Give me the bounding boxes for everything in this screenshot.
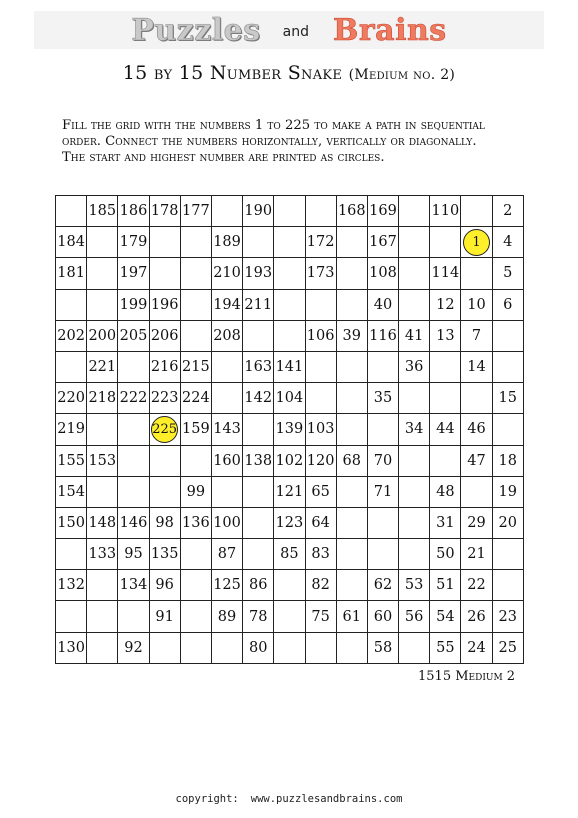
grid-cell[interactable]: 50 (430, 539, 461, 570)
grid-cell[interactable] (274, 320, 305, 351)
grid-cell[interactable] (243, 539, 274, 570)
grid-cell[interactable] (274, 258, 305, 289)
grid-cell[interactable]: 22 (461, 570, 492, 601)
grid-cell[interactable]: 13 (430, 320, 461, 351)
grid-cell[interactable]: 123 (274, 507, 305, 538)
grid-cell[interactable] (180, 632, 211, 663)
grid-cell[interactable] (430, 383, 461, 414)
grid-cell[interactable]: 61 (336, 601, 367, 632)
grid-cell[interactable]: 102 (274, 445, 305, 476)
grid-cell[interactable]: 224 (180, 383, 211, 414)
grid-cell[interactable]: 184 (56, 227, 87, 258)
grid-cell[interactable]: 5 (492, 258, 523, 289)
grid-cell[interactable]: 62 (367, 570, 398, 601)
grid-cell[interactable] (492, 351, 523, 382)
grid-cell[interactable] (399, 632, 430, 663)
grid-cell[interactable]: 100 (211, 507, 242, 538)
grid-cell[interactable] (461, 227, 492, 258)
logo-puzzles-text: Puzzles (131, 12, 261, 48)
grid-cell[interactable]: 23 (492, 601, 523, 632)
grid-cell[interactable]: 222 (118, 383, 149, 414)
grid-cell[interactable]: 7 (461, 320, 492, 351)
grid-cell[interactable]: 19 (492, 476, 523, 507)
grid-cell[interactable]: 185 (87, 196, 118, 227)
grid-cell[interactable] (274, 196, 305, 227)
grid-cell[interactable]: 68 (336, 445, 367, 476)
grid-cell[interactable] (336, 351, 367, 382)
grid-cell[interactable]: 58 (367, 632, 398, 663)
grid-cell[interactable] (399, 383, 430, 414)
grid-cell[interactable] (430, 227, 461, 258)
grid-cell[interactable]: 44 (430, 414, 461, 445)
grid-cell[interactable] (87, 258, 118, 289)
grid-cell[interactable]: 92 (118, 632, 149, 663)
grid-cell[interactable]: 153 (87, 445, 118, 476)
grid-cell[interactable]: 55 (430, 632, 461, 663)
grid-cell[interactable] (149, 476, 180, 507)
grid-cell[interactable] (367, 351, 398, 382)
grid-cell[interactable] (492, 539, 523, 570)
grid-cell[interactable]: 85 (274, 539, 305, 570)
grid-cell[interactable]: 10 (461, 289, 492, 320)
circled-number: 1 (463, 229, 490, 256)
grid-cell[interactable] (180, 539, 211, 570)
grid-cell[interactable] (274, 570, 305, 601)
instruction-line: Fill the grid with the numbers 1 to 225 to make a path in sequential (62, 118, 485, 133)
grid-cell[interactable]: 172 (305, 227, 336, 258)
grid-cell[interactable] (211, 383, 242, 414)
grid-cell[interactable] (243, 320, 274, 351)
grid-cell[interactable]: 208 (211, 320, 242, 351)
grid-cell[interactable]: 143 (211, 414, 242, 445)
circled-number: 225 (151, 416, 178, 443)
grid-cell[interactable] (492, 570, 523, 601)
grid-cell[interactable]: 54 (430, 601, 461, 632)
grid-cell[interactable]: 200 (87, 320, 118, 351)
grid-cell[interactable] (336, 507, 367, 538)
grid-cell[interactable]: 104 (274, 383, 305, 414)
grid-cell[interactable] (149, 258, 180, 289)
grid-cell[interactable]: 223 (149, 383, 180, 414)
grid-cell[interactable] (56, 351, 87, 382)
grid-cell[interactable] (149, 414, 180, 445)
grid-cell[interactable] (149, 227, 180, 258)
grid-cell[interactable] (492, 320, 523, 351)
grid-cell[interactable] (243, 227, 274, 258)
grid-cell[interactable]: 133 (87, 539, 118, 570)
grid-cell[interactable]: 60 (367, 601, 398, 632)
grid-cell[interactable] (399, 227, 430, 258)
grid-cell[interactable]: 21 (461, 539, 492, 570)
grid-cell[interactable]: 18 (492, 445, 523, 476)
grid-cell[interactable] (336, 570, 367, 601)
grid-cell[interactable] (180, 227, 211, 258)
grid-cell[interactable]: 20 (492, 507, 523, 538)
grid-cell[interactable]: 48 (430, 476, 461, 507)
grid-cell[interactable]: 135 (149, 539, 180, 570)
grid-row (56, 601, 524, 632)
grid-cell[interactable]: 87 (211, 539, 242, 570)
grid-cell[interactable]: 160 (211, 445, 242, 476)
grid-cell[interactable] (56, 196, 87, 227)
grid-row (56, 258, 524, 289)
grid-cell[interactable] (118, 445, 149, 476)
grid-cell[interactable]: 178 (149, 196, 180, 227)
grid-cell[interactable]: 211 (243, 289, 274, 320)
grid-cell[interactable]: 186 (118, 196, 149, 227)
grid-cell[interactable] (180, 570, 211, 601)
grid-cell[interactable]: 51 (430, 570, 461, 601)
grid-cell[interactable] (118, 351, 149, 382)
grid-cell[interactable]: 163 (243, 351, 274, 382)
logo-and-text: and (282, 24, 309, 40)
grid-cell[interactable]: 82 (305, 570, 336, 601)
grid-row (56, 445, 524, 476)
grid-cell[interactable] (180, 601, 211, 632)
website-link[interactable]: www.puzzlesandbrains.com (250, 793, 403, 805)
grid-cell[interactable]: 83 (305, 539, 336, 570)
grid-cell[interactable] (243, 476, 274, 507)
grid-row (56, 383, 524, 414)
grid-cell[interactable]: 136 (180, 507, 211, 538)
grid-cell[interactable]: 108 (367, 258, 398, 289)
grid-cell[interactable] (87, 414, 118, 445)
grid-cell[interactable]: 221 (87, 351, 118, 382)
grid-cell[interactable] (430, 445, 461, 476)
grid-cell[interactable] (367, 414, 398, 445)
copyright-footer (0, 793, 578, 805)
grid-cell[interactable]: 190 (243, 196, 274, 227)
grid-cell[interactable]: 202 (56, 320, 87, 351)
grid-cell[interactable] (87, 570, 118, 601)
grid-cell[interactable] (180, 320, 211, 351)
grid-cell[interactable] (336, 539, 367, 570)
grid-cell[interactable]: 70 (367, 445, 398, 476)
grid-cell[interactable]: 219 (56, 414, 87, 445)
grid-cell[interactable] (243, 507, 274, 538)
grid-cell[interactable] (492, 414, 523, 445)
grid-cell[interactable]: 114 (430, 258, 461, 289)
grid-cell[interactable]: 47 (461, 445, 492, 476)
grid-cell[interactable]: 150 (56, 507, 87, 538)
grid-cell[interactable]: 75 (305, 601, 336, 632)
grid-cell[interactable] (399, 539, 430, 570)
grid-cell[interactable]: 103 (305, 414, 336, 445)
grid-cell[interactable]: 53 (399, 570, 430, 601)
grid-cell[interactable]: 159 (180, 414, 211, 445)
grid-cell[interactable] (211, 196, 242, 227)
grid-cell[interactable] (399, 196, 430, 227)
grid-cell[interactable] (399, 445, 430, 476)
grid-cell[interactable] (180, 445, 211, 476)
grid-cell[interactable]: 91 (149, 601, 180, 632)
grid-cell[interactable]: 6 (492, 289, 523, 320)
grid-cell[interactable] (87, 227, 118, 258)
grid-cell[interactable]: 31 (430, 507, 461, 538)
grid-cell[interactable]: 34 (399, 414, 430, 445)
grid-cell[interactable]: 4 (492, 227, 523, 258)
copyright-label: copyright: (175, 793, 239, 805)
grid-row (56, 632, 524, 663)
grid-cell[interactable]: 173 (305, 258, 336, 289)
grid-cell[interactable] (305, 196, 336, 227)
grid-cell[interactable] (305, 289, 336, 320)
grid-cell[interactable]: 99 (180, 476, 211, 507)
grid-cell[interactable]: 15 (492, 383, 523, 414)
grid-cell[interactable]: 132 (56, 570, 87, 601)
grid-cell[interactable]: 216 (149, 351, 180, 382)
grid-cell[interactable]: 193 (243, 258, 274, 289)
grid-cell[interactable]: 148 (87, 507, 118, 538)
grid-cell[interactable] (180, 289, 211, 320)
grid-cell[interactable] (336, 258, 367, 289)
grid-row (56, 414, 524, 445)
puzzle-grid (55, 195, 524, 664)
grid-cell[interactable] (461, 196, 492, 227)
grid-cell[interactable] (211, 351, 242, 382)
grid-cell[interactable]: 134 (118, 570, 149, 601)
grid-cell[interactable] (336, 414, 367, 445)
grid-cell[interactable] (461, 383, 492, 414)
puzzle-code: 1515 Medium 2 (418, 669, 516, 684)
grid-cell[interactable] (56, 539, 87, 570)
grid-cell[interactable]: 96 (149, 570, 180, 601)
grid-cell[interactable] (399, 507, 430, 538)
grid-cell[interactable] (211, 632, 242, 663)
grid-cell[interactable]: 194 (211, 289, 242, 320)
grid-cell[interactable]: 24 (461, 632, 492, 663)
grid-cell[interactable]: 12 (430, 289, 461, 320)
grid-cell[interactable]: 39 (336, 320, 367, 351)
grid-cell[interactable]: 35 (367, 383, 398, 414)
grid-row (56, 196, 524, 227)
grid-cell[interactable]: 110 (430, 196, 461, 227)
grid-cell[interactable] (336, 383, 367, 414)
grid-cell[interactable]: 71 (367, 476, 398, 507)
grid-cell[interactable] (274, 632, 305, 663)
grid-cell[interactable]: 215 (180, 351, 211, 382)
grid-cell[interactable] (274, 289, 305, 320)
grid-cell[interactable] (367, 507, 398, 538)
grid-cell[interactable]: 179 (118, 227, 149, 258)
grid-cell[interactable] (336, 227, 367, 258)
grid-cell[interactable]: 121 (274, 476, 305, 507)
grid-cell[interactable]: 2 (492, 196, 523, 227)
grid-cell[interactable]: 64 (305, 507, 336, 538)
page-title (0, 62, 578, 84)
grid-cell[interactable]: 98 (149, 507, 180, 538)
grid-cell[interactable]: 125 (211, 570, 242, 601)
grid-cell[interactable] (118, 601, 149, 632)
grid-cell[interactable]: 189 (211, 227, 242, 258)
grid-cell[interactable]: 169 (367, 196, 398, 227)
grid-row (56, 507, 524, 538)
grid-cell[interactable]: 197 (118, 258, 149, 289)
grid-cell[interactable] (336, 289, 367, 320)
grid-cell[interactable]: 78 (243, 601, 274, 632)
grid-cell[interactable] (461, 476, 492, 507)
grid-cell[interactable] (399, 258, 430, 289)
grid-cell[interactable]: 120 (305, 445, 336, 476)
grid-cell[interactable] (336, 632, 367, 663)
grid-cell[interactable] (118, 414, 149, 445)
grid-row (56, 320, 524, 351)
grid-cell[interactable]: 142 (243, 383, 274, 414)
grid-cell[interactable]: 36 (399, 351, 430, 382)
title-main: 15 by 15 Number Snake (122, 62, 343, 84)
grid-cell[interactable] (274, 227, 305, 258)
grid-cell[interactable]: 196 (149, 289, 180, 320)
grid-cell[interactable]: 26 (461, 601, 492, 632)
grid-cell[interactable]: 199 (118, 289, 149, 320)
grid-cell[interactable] (399, 476, 430, 507)
grid-cell[interactable] (87, 289, 118, 320)
grid-cell[interactable] (461, 258, 492, 289)
grid-cell[interactable] (149, 445, 180, 476)
grid-cell[interactable]: 155 (56, 445, 87, 476)
site-logo-banner (34, 11, 544, 49)
grid-cell[interactable]: 130 (56, 632, 87, 663)
grid-cell[interactable]: 210 (211, 258, 242, 289)
grid-cell[interactable] (305, 632, 336, 663)
grid-cell[interactable]: 56 (399, 601, 430, 632)
grid-cell[interactable]: 116 (367, 320, 398, 351)
grid-cell[interactable]: 154 (56, 476, 87, 507)
grid-cell[interactable]: 41 (399, 320, 430, 351)
grid-cell[interactable] (305, 351, 336, 382)
grid-cell[interactable]: 138 (243, 445, 274, 476)
grid-cell[interactable]: 177 (180, 196, 211, 227)
grid-row (56, 351, 524, 382)
grid-cell[interactable]: 14 (461, 351, 492, 382)
grid-cell[interactable] (211, 476, 242, 507)
logo-brains-text: Brains (332, 12, 447, 48)
grid-cell[interactable] (149, 632, 180, 663)
grid-cell[interactable] (180, 258, 211, 289)
grid-cell[interactable]: 80 (243, 632, 274, 663)
grid-cell[interactable]: 167 (367, 227, 398, 258)
grid-cell[interactable] (430, 351, 461, 382)
grid-cell[interactable] (274, 601, 305, 632)
grid-cell[interactable]: 141 (274, 351, 305, 382)
grid-row (56, 539, 524, 570)
grid-row (56, 227, 524, 258)
grid-cell[interactable]: 25 (492, 632, 523, 663)
grid-cell[interactable] (336, 476, 367, 507)
grid-cell[interactable]: 181 (56, 258, 87, 289)
grid-cell[interactable]: 65 (305, 476, 336, 507)
title-sub: (Medium no. 2) (348, 67, 456, 83)
grid-cell[interactable] (118, 476, 149, 507)
grid-row (56, 570, 524, 601)
grid-cell[interactable] (87, 601, 118, 632)
grid-cell[interactable] (243, 414, 274, 445)
grid-cell[interactable] (87, 632, 118, 663)
grid-cell[interactable] (367, 539, 398, 570)
grid-row (56, 476, 524, 507)
grid-cell[interactable]: 89 (211, 601, 242, 632)
grid-cell[interactable] (56, 601, 87, 632)
grid-cell[interactable]: 206 (149, 320, 180, 351)
grid-cell[interactable]: 29 (461, 507, 492, 538)
instruction-line: order. Connect the numbers horizontally, vertically or diagonally. (62, 134, 477, 149)
grid-cell[interactable]: 146 (118, 507, 149, 538)
grid-cell[interactable] (305, 383, 336, 414)
grid-cell[interactable] (87, 476, 118, 507)
grid-cell[interactable]: 86 (243, 570, 274, 601)
grid-cell[interactable] (56, 289, 87, 320)
grid-cell[interactable]: 220 (56, 383, 87, 414)
grid-cell[interactable]: 40 (367, 289, 398, 320)
grid-cell[interactable] (399, 289, 430, 320)
grid-cell[interactable]: 168 (336, 196, 367, 227)
grid-cell[interactable]: 205 (118, 320, 149, 351)
grid-cell[interactable]: 106 (305, 320, 336, 351)
grid-cell[interactable]: 95 (118, 539, 149, 570)
grid-row (56, 289, 524, 320)
grid-cell[interactable]: 139 (274, 414, 305, 445)
grid-cell[interactable]: 46 (461, 414, 492, 445)
instructions (62, 118, 562, 166)
instruction-line: The start and highest number are printed as circles. (62, 150, 385, 165)
grid-cell[interactable]: 218 (87, 383, 118, 414)
